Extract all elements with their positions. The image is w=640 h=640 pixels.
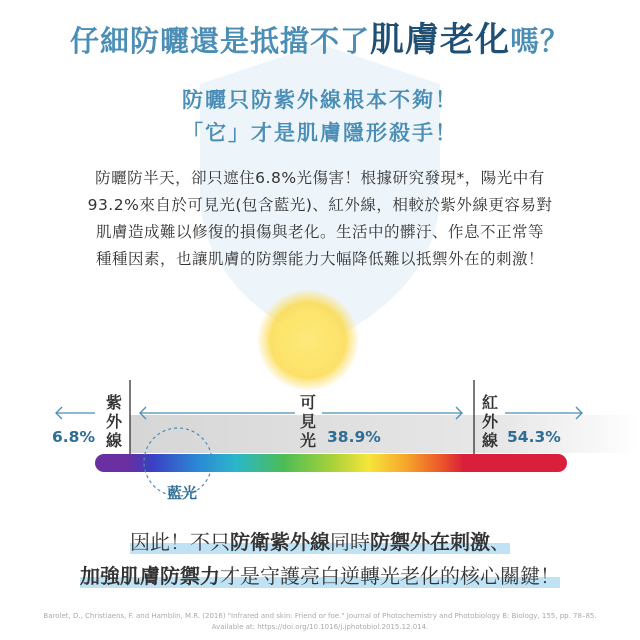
body-line-2: 93.2%來自於可見光(包含藍光)、紅外線，相較於紫外線更容易對 (87, 196, 553, 214)
visible-percent: 38.9% (327, 428, 381, 446)
uv-label-char-3: 線 (105, 431, 122, 450)
headline-part1: 仔細防曬還是抵擋不了 (69, 24, 370, 58)
blue-light-label: 藍光 (167, 484, 198, 502)
conclusion-l1a: 因此！不只 (130, 530, 230, 554)
uv-percent: 6.8% (52, 428, 95, 446)
ir-label-char-2: 外 (481, 412, 498, 431)
body-line-1: 防曬防半天，卻只遮住6.8%光傷害！根據研究發現*，陽光中有 (95, 169, 545, 187)
citation-line-1: Barolet, D., Christiaens, F. and Hamblin, M.R. (2016) "Infrared and skin: Friend or foe." Journal of Photochemistry and Photobiology B: Biology, 155, pp. 78–85. (43, 612, 597, 620)
conclusion-l1e: 、 (490, 530, 510, 554)
conclusion-l1b: 防衛紫外線 (230, 530, 330, 554)
citation-line-2: Available at: https://doi.org/10.1016/j.jphotobiol.2015.12.014. (211, 623, 429, 631)
ir-label-char-3: 線 (481, 431, 498, 450)
uv-label-char-2: 外 (105, 412, 122, 431)
spectrum-bar (95, 454, 567, 472)
conclusion-l2a: 加強肌膚防禦力 (80, 564, 220, 588)
conclusion-l1d: 防禦外在刺激 (370, 530, 490, 554)
ir-percent: 54.3% (507, 428, 561, 446)
visible-label-char-2: 見 (299, 412, 316, 431)
conclusion-line-2 (0, 560, 640, 589)
body-line-3: 肌膚造成難以修復的損傷與老化。生活中的髒汙、作息不正常等 (95, 223, 544, 241)
headline-part3: 嗎？ (510, 24, 571, 58)
uv-arrow (56, 407, 95, 419)
headline-emphasis: 肌膚老化 (370, 20, 510, 60)
conclusion-line-1 (0, 526, 640, 555)
conclusion-l2b: 才是守護亮白逆轉光老化的核心關鍵！ (220, 564, 560, 588)
subhead-line-1: 防曬只防紫外線根本不夠！ (182, 88, 458, 112)
subhead-line-2: 「它」才是肌膚隱形殺手！ (182, 121, 458, 145)
visible-label-char-1: 可 (299, 393, 316, 412)
visible-label-char-3: 光 (299, 431, 316, 450)
body-line-4: 種種因素，也讓肌膚的防禦能力大幅降低難以抵禦外在的刺激！ (95, 250, 544, 268)
ir-label-char-1: 紅 (481, 393, 498, 412)
uv-label-char-1: 紫 (105, 393, 122, 412)
conclusion-l1c: 同時 (330, 530, 370, 554)
